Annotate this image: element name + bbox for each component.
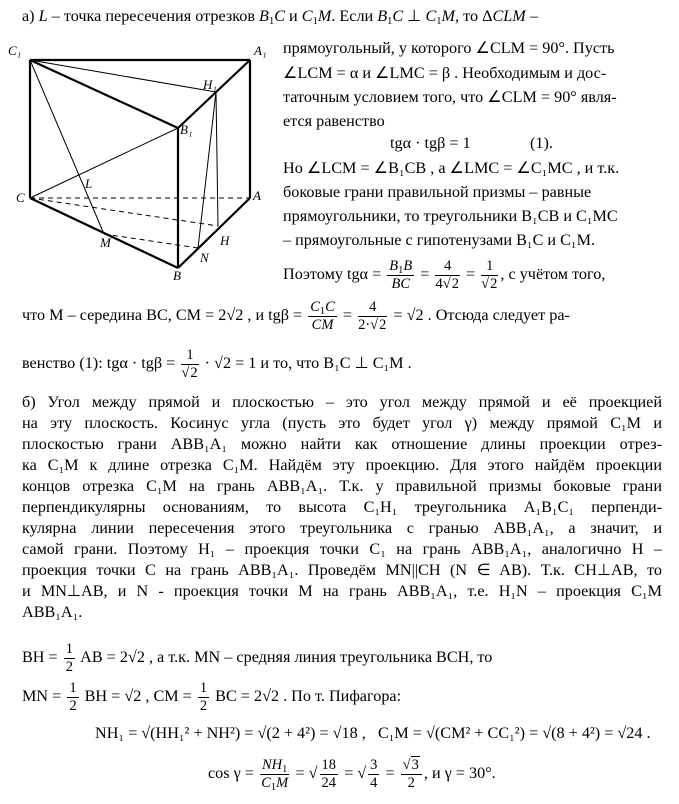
part-a-line-12: венство (1): tgα · tgβ = $\frac{1}{√2}$ · √2 = 1 и то, что B₁C ⊥ C₁M . xyxy=(22,346,412,381)
part-b-line-3: плоскостью грани ABB₁A₁ можно найти как отношение длины проекции отрез- xyxy=(22,435,662,453)
part-a-line-4: таточным условием того, что ∠CLM = 90° явля- xyxy=(283,88,617,106)
label-b1: B₁ xyxy=(180,122,193,137)
label-a: A xyxy=(253,188,261,203)
part-a-line-5: ется равенство xyxy=(283,112,385,130)
label-c1: C₁ xyxy=(8,43,22,58)
part-a-line-10: Поэтому tgα = $\frac{B_1B}{BC}$ = $\frac{4}{4√2}$ = $\frac{1}{√2}$ , с учётом того, xyxy=(283,257,606,292)
part-b-line-6: перпендикулярны основаниям, то высота C₁H₁ треугольника A₁B₁C₁ перпенди- xyxy=(22,498,662,516)
part-a-line-2: прямоугольный, у которого ∠CLM = 90°. Пусть xyxy=(283,39,615,57)
label-m: M xyxy=(100,235,111,250)
part-a-line-8: прямоугольники, то треугольники B₁CB и C₁MC xyxy=(283,207,618,225)
part-b-line-4: ка C₁M к длине отрезка C₁M. Найдём эту проекцию. Для этого найдём проекции xyxy=(22,456,662,474)
label-c: C xyxy=(16,190,25,205)
label-l: L xyxy=(85,176,93,191)
part-a-line-1: а) L – точка пересечения отрезков $B_1C$ и $C_1M$. Если $B_1C$ ⊥ $C_1M$, то ΔCLM – xyxy=(22,7,538,27)
part-b-line-13: MN = $\frac{1}{2}$ BH = √2 , CM = $\frac{1}{2}$ BC = 2√2 . По т. Пифагора: xyxy=(22,679,402,714)
part-b-line-2: на эту плоскость. Косинус угла (пусть это будет угол γ) между прямой C₁M и xyxy=(22,414,662,432)
part-a-line-11: что M – середина BC, CM = 2√2 , и tgβ = $\frac{C_1C}{CM}$ = $\frac{4}{2\cdot√2}$ = √2 . Отсюда следует ра- xyxy=(22,298,570,333)
part-b-line-1: б) Угол между прямой и плоскостью – это угол между прямой и её проекцией xyxy=(22,393,662,411)
label-h: H xyxy=(220,233,230,248)
label-a1: A₁ xyxy=(254,43,267,58)
part-a-line-7: боковые грани правильной призмы – равные xyxy=(283,183,592,201)
label-h1: H₁ xyxy=(203,77,217,92)
part-b-line-5: концов отрезка C₁M на грань ABB₁A₁. Т.к. у правильной призмы боковые грани xyxy=(22,477,662,495)
part-b-line-11: ABB₁A₁. xyxy=(22,603,83,621)
part-a-line-6: Но ∠LCM = ∠B₁CB , а ∠LMC = ∠C₁MC , и т.к. xyxy=(283,159,620,177)
part-b-line-7: кулярна линии пересечения этого треугольника с гранью ABB₁A₁, а значит, и xyxy=(22,519,662,537)
part-b-line-8: самой грани. Поэтому H₁ – проекция точки C₁ на грань ABB₁A₁, аналогично H – xyxy=(22,540,662,558)
part-a-line-9: – прямоугольные с гипотенузами B₁C и C₁M. xyxy=(283,231,596,249)
part-b-line-12: BH = $\frac{1}{2}$ AB = 2√2 , а т.к. MN – средняя линия треугольника BCH, то xyxy=(22,640,493,675)
equation-1: tgα · tgβ = 1 xyxy=(390,134,471,152)
part-b-line-9: проекция точки C на грань ABB₁A₁. Проведём MN||CH (N ∈ AB). Т.к. CH⊥AB, то xyxy=(22,561,662,579)
part-b-line-15: cos γ = $\frac{NH_1}{C_1M}$ = √ $\frac{18}{24}$ = √ $\frac{3}{4}$ = $\frac{√3}{2}$ , и γ = 30°. xyxy=(208,756,496,793)
part-a-line-3: ∠LCM = α и ∠LMC = β . Необходимым и дос- xyxy=(283,64,607,82)
label-b: B xyxy=(173,268,181,283)
prism-figure xyxy=(18,38,280,283)
label-n: N xyxy=(200,250,209,265)
equation-1-number: (1). xyxy=(530,134,553,152)
part-b-line-10: и MN⊥AB, и N - проекция точки M на грань ABB₁A₁, т.е. H₁N – проекция C₁M xyxy=(22,582,662,600)
part-b-line-14: NH₁ = √(HH₁² + NH²) = √(2 + 4²) = √18 , C₁M = √(CM² + CC₁²) = √(8 + 4²) = √24 . xyxy=(95,724,651,742)
